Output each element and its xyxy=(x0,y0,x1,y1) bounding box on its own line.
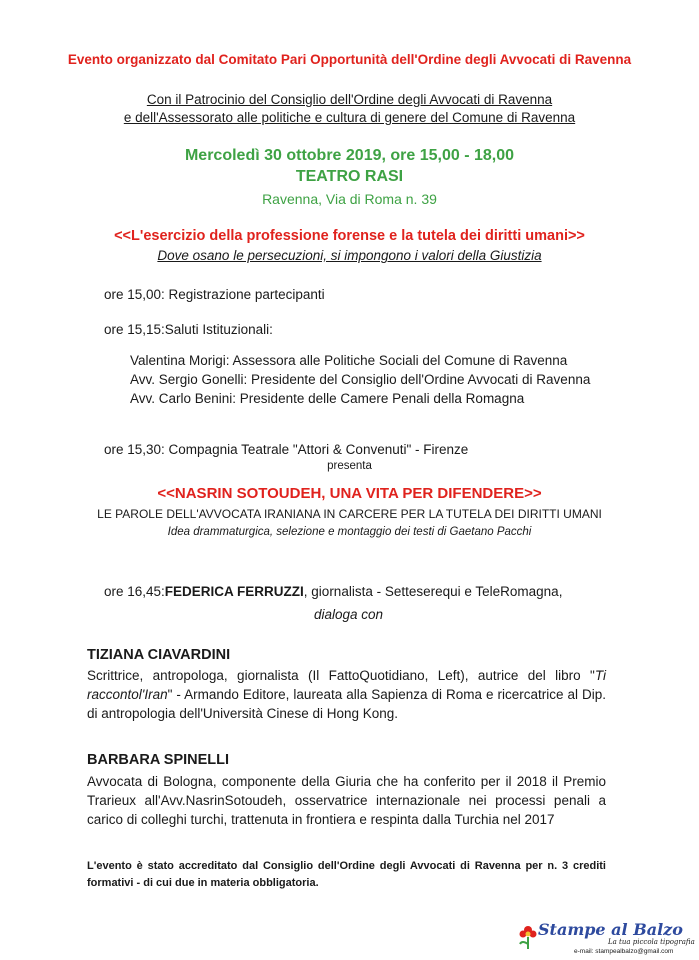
event-subtitle: Dove osano le persecuzioni, si impongono i valori della Giustizia xyxy=(157,248,542,263)
speaker-bio-text: " - Armando Editore, laureata alla Sapienza di Roma e ricercatrice al Dip. di antropologia dell'Università Cinese di Hong Kong. xyxy=(87,687,606,721)
patronage-line-1: Con il Patrocinio del Consiglio dell'Ordine degli Avvocati di Ravenna xyxy=(146,92,553,107)
event-date-time: Mercoledì 30 ottobre 2019, ore 15,00 - 18,00 xyxy=(184,147,515,164)
event-venue: TEATRO RASI xyxy=(295,168,404,185)
program-theatre: ore 15,30: Compagnia Teatrale "Attori & Convenuti" - Firenze xyxy=(104,442,469,457)
program-talk-line xyxy=(104,584,562,599)
program-dialoga: dialoga con xyxy=(314,607,384,622)
greeting-item: Valentina Morigi: Assessora alle Politiche Sociali del Comune di Ravenna xyxy=(130,353,568,368)
show-subtitle: LE PAROLE DELL'AVVOCATA IRANIANA IN CARCERE PER LA TUTELA DEI DIRITTI UMANI xyxy=(97,507,602,521)
program-registration: ore 15,00: Registrazione partecipanti xyxy=(104,287,325,302)
logo-name: Stampe al Balzo xyxy=(538,920,683,939)
event-address: Ravenna, Via di Roma n. 39 xyxy=(262,191,437,207)
program-presenta: presenta xyxy=(327,460,372,472)
patronage-line-2: e dell'Assessorato alle politiche e cultura di genere del Comune di Ravenna xyxy=(123,110,576,125)
speaker-bio: Avvocata di Bologna, componente della Giuria che ha conferito per il 2018 il Premio Trarieux all'Avv.NasrinSotoudeh, osservatrice internazionale nei processi penali a carico di colleghi turchi, trattenuta in frontiera e respinta dalla Turchia nel 2017 xyxy=(87,774,606,827)
accreditation-note: L'evento è stato accreditato dal Consiglio dell'Ordine degli Avvocati di Ravenna per n. 3 crediti formativi - di cui due in materia obbligatoria. xyxy=(87,860,606,889)
logo-email: e-mail: stampealbalzo@gmail.com xyxy=(574,948,674,955)
event-title: <<L'esercizio della professione forense e la tutela dei diritti umani>> xyxy=(114,228,585,244)
speaker-name: TIZIANA CIAVARDINI xyxy=(87,647,231,663)
talk-host: FEDERICA FERRUZZI xyxy=(164,584,304,599)
speaker-name: BARBARA SPINELLI xyxy=(87,752,230,768)
flower-icon xyxy=(516,922,540,950)
speaker-bio-text: Scrittrice, antropologa, giornalista (Il FattoQuotidiano, Left), autrice del libro " xyxy=(87,668,595,683)
greeting-item: Avv. Carlo Benini: Presidente delle Camere Penali della Romagna xyxy=(130,391,525,406)
stampe-al-balzo-logo xyxy=(516,918,695,958)
greeting-item: Avv. Sergio Gonelli: Presidente del Consiglio dell'Ordine Avvocati di Ravenna xyxy=(130,372,591,387)
program-greetings-heading: ore 15,15:Saluti Istituzionali: xyxy=(104,322,273,337)
show-title: <<NASRIN SOTOUDEH, UNA VITA PER DIFENDERE>> xyxy=(157,485,542,502)
speaker-book-title: Ti raccontol'Iran xyxy=(87,668,606,702)
show-credits: Idea drammaturgica, selezione e montaggio dei testi di Gaetano Pacchi xyxy=(167,526,532,538)
logo-tagline: La tua piccola tipografia xyxy=(608,938,695,946)
talk-host-desc: , giornalista - Setteserequi e TeleRomagna, xyxy=(303,584,563,599)
talk-time: ore 16,45: xyxy=(104,584,165,599)
organizer-line: Evento organizzato dal Comitato Pari Opportunità dell'Ordine degli Avvocati di Ravenna xyxy=(67,52,632,67)
speaker-bio xyxy=(87,666,606,723)
